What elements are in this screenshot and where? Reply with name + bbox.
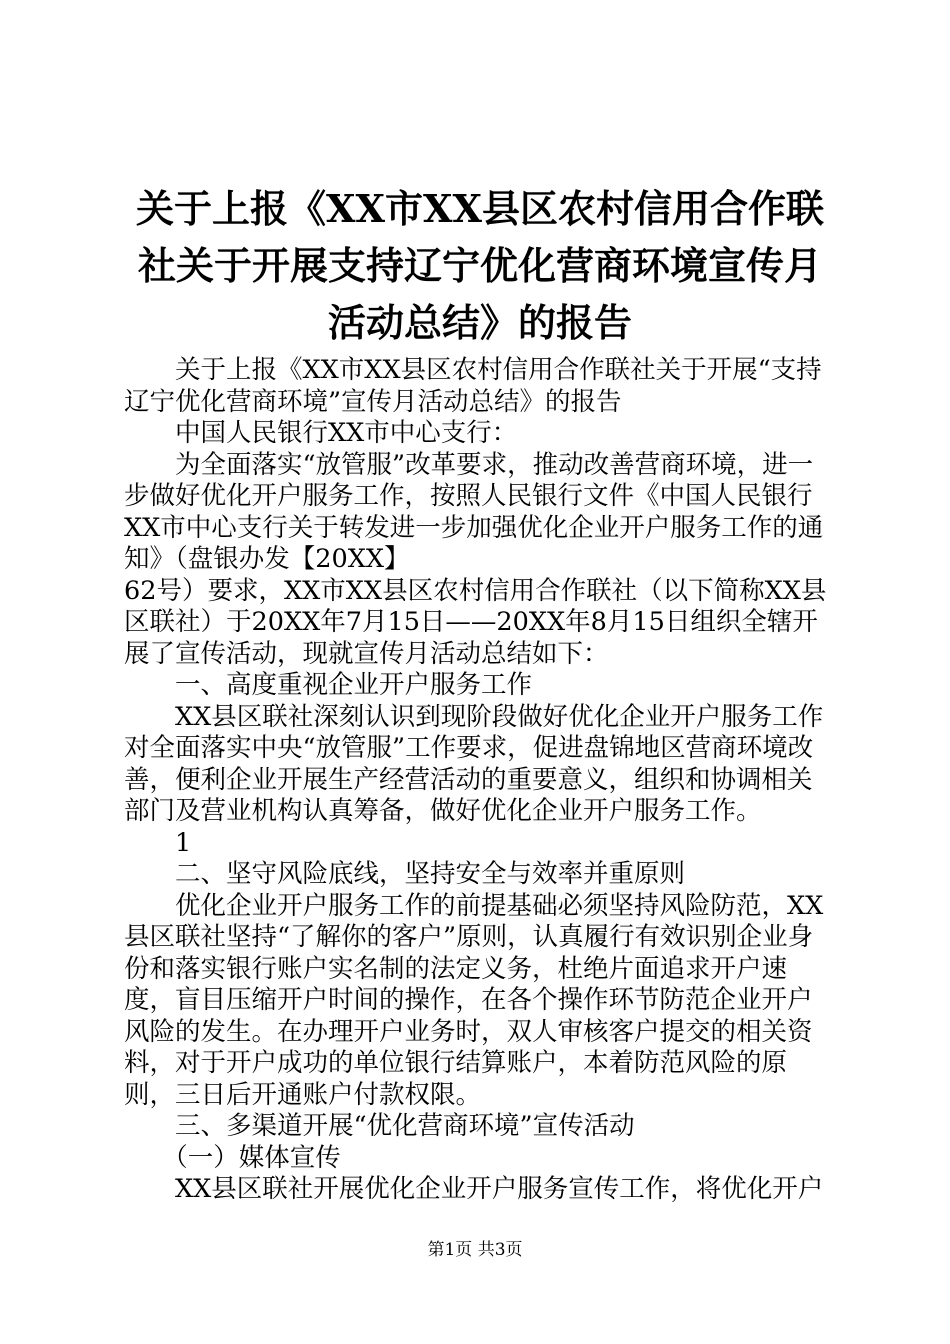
- paragraph-addressee: 中国人民银行XX市中心支行：: [175, 418, 518, 448]
- section-heading-2: 二、坚守风险底线，坚持安全与效率并重原则: [175, 859, 686, 889]
- stray-number: 1: [175, 827, 192, 858]
- paragraph-section-2: 优化企业开户服务工作的前提基础必须坚持风险防范，XX县区联社坚持“了解你的客户”原则，认真履行有效识别企业身份和落实银行账户实名制的法定义务，杜绝片面追求开户速度，盲目压缩开户时间的操作，在各个操作环节防范企业开户风险的发生。在办理开户业务时，双人审核客户提交的相关资料，对于开户成功的单位银行结算账户，本着防范风险的原则，三日后开通账户付款权限。: [124, 890, 824, 1110]
- section-heading-3: 三、多渠道开展“优化营商环境”宣传活动: [175, 1111, 635, 1141]
- section-heading-1: 一、高度重视企业开户服务工作: [175, 670, 533, 700]
- paragraph-section-3: XX县区联社开展优化企业开户服务宣传工作，将优化开户: [175, 1174, 824, 1204]
- page-footer: 第1页 共3页: [427, 1240, 523, 1260]
- document-body: [124, 355, 836, 1206]
- paragraph-report-subject: 关于上报《XX市XX县区农村信用合作联社关于开展“支持辽宁优化营商环境”宣传月活动总结》的报告: [124, 355, 822, 417]
- paragraph-section-1: XX县区联社深刻认识到现阶段做好优化企业开户服务工作对全面落实中央“放管服”工作要求，促进盘锦地区营商环境改善，便利企业开展生产经营活动的重要意义，组织和协调相关部门及营业机构认真筹备，做好优化企业开户服务工作。: [124, 701, 824, 826]
- paragraph-intro-continued: 62号）要求，XX市XX县区农村信用合作联社（以下简称XX县区联社）于20XX年7月15日——20XX年8月15日组织全辖开展了宣传活动，现就宣传月活动总结如下：: [124, 575, 827, 669]
- subsection-heading-media: （一）媒体宣传: [162, 1142, 341, 1173]
- document-title: 关于上报《XX市XX县区农村信用合作联社关于开展支持辽宁优化营商环境宣传月活动总结》的报告: [136, 186, 824, 345]
- paragraph-intro: 为全面落实“放管服”改革要求，推动改善营商环境，进一步做好优化开户服务工作，按照人民银行文件《中国人民银行XX市中心支行关于转发进一步加强优化企业开户服务工作的通知》（盘银办发【20XX】: [124, 449, 824, 574]
